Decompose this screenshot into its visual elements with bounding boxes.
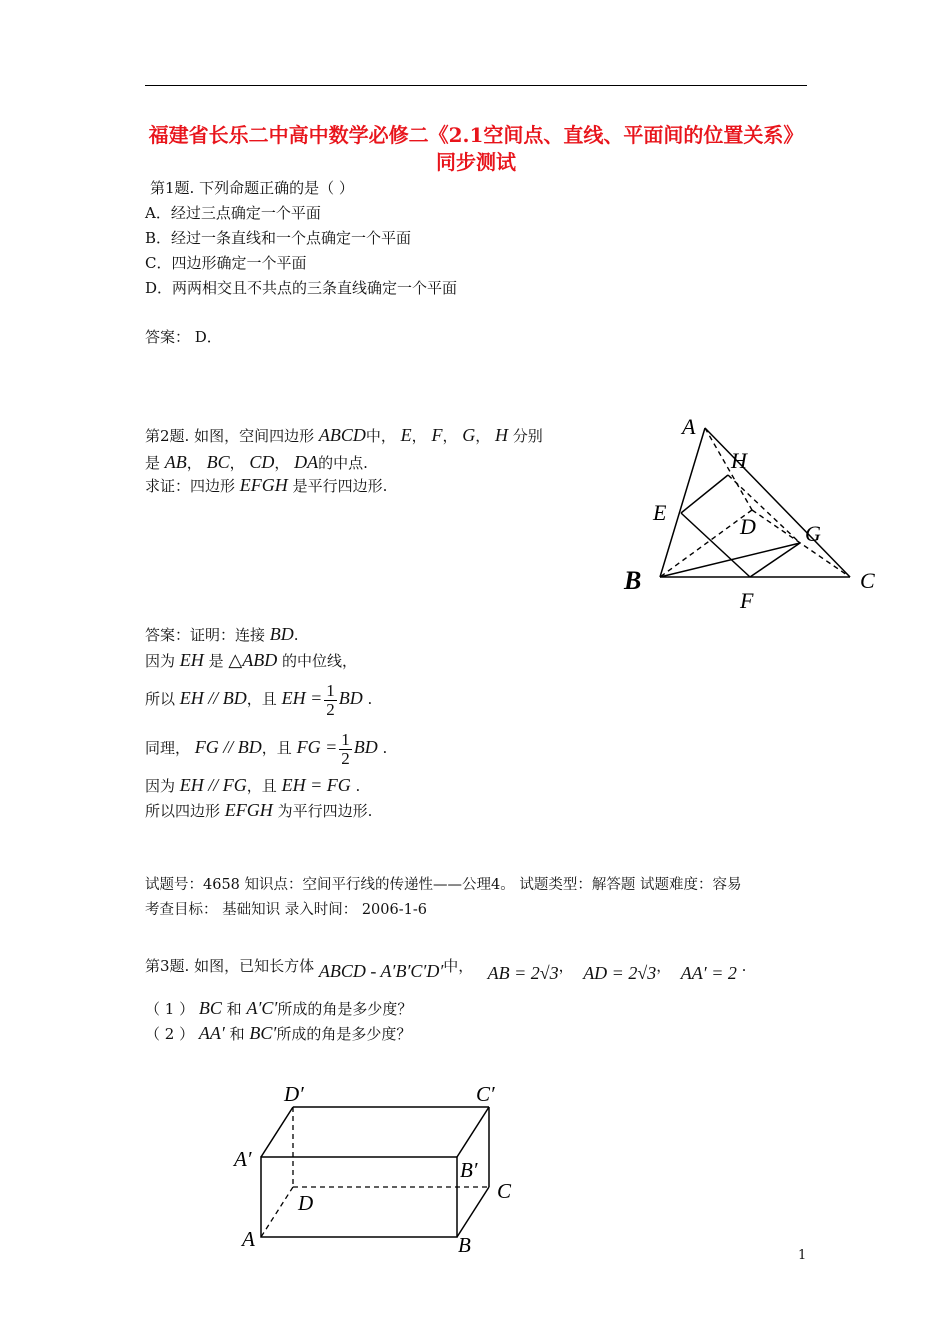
proof-l4-math2: FG =: [296, 737, 338, 757]
q1-option-a: A．经过三点确定一个平面: [145, 204, 321, 222]
proof-l2-math1: EH: [179, 650, 204, 670]
q3-sub1-math1: BC: [198, 998, 222, 1018]
tetrahedron-figure: [615, 405, 895, 620]
q2-line2-prefix: 是: [145, 454, 161, 472]
q2-prove-shape: EFGH: [239, 475, 288, 495]
q3-stem: 第3题. 如图，已知长方体 ABCD - A′B′C′D′中， AB = 2√3， AD = 2√3， AA′ = 2 .: [145, 957, 747, 983]
proof-l5-b: ，且: [246, 777, 277, 795]
proof-l2-b: 是: [208, 652, 224, 670]
q3-sub2-math2: BC′: [249, 1023, 277, 1043]
label-b1: B′: [460, 1158, 478, 1182]
label-c1: C′: [476, 1082, 495, 1106]
q2-seg-da: DA: [294, 452, 319, 472]
label-d1: D′: [284, 1082, 304, 1106]
q3-cond-ab: AB = 2√3: [487, 963, 559, 983]
q2-line2-suffix: 的中点.: [318, 454, 368, 472]
proof-l4-frac-d: 2: [341, 748, 350, 768]
q2-stem: 第2题. 如图，空间四边形 ABCD中， E， F， G， H 分别: [145, 425, 543, 445]
q2-proof-l1: 答案：证明：连接 BD.: [145, 624, 299, 644]
q3-solid: ABCD - A′B′C′D′: [318, 961, 444, 981]
q2-proof-l6: [145, 800, 372, 821]
proof-l4-a: 同理，: [145, 739, 191, 757]
q3-stem-prefix: 第3题. 如图，已知长方体: [145, 957, 315, 975]
q3-stem-mid: 中，: [443, 957, 474, 975]
q3-sub1-tail: 所成的角是多少度？: [277, 1000, 413, 1018]
q1-option-b: B．经过一条直线和一个点确定一个平面: [145, 229, 412, 247]
q3-sub1-math2: A′C′: [246, 998, 278, 1018]
proof-l2-c: 的中位线，: [282, 652, 358, 670]
q3-cond-ad: AD = 2√3: [583, 963, 657, 983]
q1-stem: 第1题. 下列命题正确的是（ ）: [150, 179, 354, 197]
proof-l3-math2: EH =: [281, 688, 323, 708]
q2-stem-mid: 中，: [365, 427, 396, 445]
q2-stem-prefix: 第2题. 如图，空间四边形: [145, 427, 315, 445]
q1-answer: 答案： D．: [145, 328, 222, 346]
label-g: G: [805, 521, 821, 546]
header-rule: [145, 85, 807, 86]
q2-line2: 是 AB， BC， CD， DA的中点.: [145, 452, 368, 472]
proof-l4-math3: BD: [353, 737, 378, 757]
q3-sub2: [145, 1023, 411, 1044]
proof-l5-a: 因为: [145, 777, 176, 795]
q3-sub1: [145, 998, 412, 1019]
proof-l5-math1: EH // FG: [179, 775, 247, 795]
page-number: 1: [798, 1248, 807, 1263]
proof-l3-math1: EH // BD: [179, 688, 247, 708]
q2-seg-bc: BC: [206, 452, 230, 472]
label-c: C: [497, 1179, 512, 1203]
label-d: D: [740, 514, 756, 539]
label-c: C: [860, 568, 875, 593]
label-a1: A′: [234, 1147, 252, 1171]
label-a: A: [682, 414, 696, 439]
q2-stem-fenbie: 分别: [512, 427, 543, 445]
proof-l3-b: ，且: [246, 690, 277, 708]
q3-sub2-tail: 所成的角是多少度？: [276, 1025, 412, 1043]
proof-l1-math: BD: [269, 624, 294, 644]
q2-seg-ab: AB: [164, 452, 187, 472]
q2-point-e: E: [400, 425, 412, 445]
proof-l3-fraction: [324, 682, 337, 719]
q1-option-c: C．四边形确定一个平面: [145, 254, 307, 272]
q2-quad: ABCD: [318, 425, 366, 445]
label-d: D: [298, 1191, 314, 1215]
q2-seg-cd: CD: [249, 452, 275, 472]
q2-proof-l4: 同理， FG // BD，且 FG = $\frac{1}{2}$ BD .: [145, 729, 388, 768]
proof-l4-math1: FG // BD: [194, 737, 262, 757]
label-h: H: [731, 448, 747, 473]
label-a: A: [242, 1227, 255, 1251]
q2-prove-prefix: 求证：四边形: [145, 477, 236, 495]
q1-option-d: D．两两相交且不共点的三条直线确定一个平面: [145, 279, 458, 297]
q3-sub1-num: （ 1 ）: [145, 1000, 195, 1018]
label-f: F: [740, 588, 754, 613]
q2-point-g: G: [462, 425, 476, 445]
q3-sub2-math1: AA′: [198, 1023, 225, 1043]
label-b: B: [458, 1233, 471, 1257]
proof-l6-math: EFGH: [224, 800, 273, 820]
q2-point-f: F: [431, 425, 443, 445]
proof-l4-fraction: [339, 731, 352, 768]
proof-l2-math2: △ABD: [228, 650, 278, 670]
proof-l6-b: 为平行四边形.: [277, 802, 373, 820]
proof-l2-a: 因为: [145, 652, 176, 670]
q2-meta-line2: 考查目标： 基础知识 录入时间： 2006-1-6: [145, 902, 427, 918]
q2-prove-suffix: 是平行四边形.: [292, 477, 388, 495]
proof-l1-text: 答案：证明：连接: [145, 626, 266, 644]
proof-l3-frac-n: 1: [326, 680, 335, 700]
q2-prove: [145, 475, 387, 496]
proof-l6-a: 所以四边形: [145, 802, 221, 820]
q2-point-h: H: [495, 425, 509, 445]
proof-l4-frac-n: 1: [341, 729, 350, 749]
proof-l3-frac-d: 2: [326, 699, 335, 719]
q2-meta-line1: 试题号：4658 知识点：空间平行线的传递性——公理4。 试题类型：解答题 试题难度：容易: [145, 877, 742, 893]
document-title: 福建省长乐二中高中数学必修二《2.1空间点、直线、平面间的位置关系》同步测试: [148, 123, 804, 174]
q3-sub2-num: （ 2 ）: [145, 1025, 195, 1043]
q2-proof-l2: [145, 650, 357, 671]
label-b: B: [624, 566, 642, 595]
cuboid-figure: [225, 1075, 525, 1260]
q3-cond-aa1: AA′ = 2: [680, 963, 737, 983]
proof-l4-b: ，且: [261, 739, 292, 757]
q2-proof-l5: 因为 EH // FG，且 EH = FG .: [145, 775, 361, 795]
q3-sub1-and: 和: [226, 1000, 242, 1018]
q2-proof-l3: 所以 EH // BD，且 EH = $\frac{1}{2}$ BD .: [145, 680, 373, 719]
proof-l3-a: 所以: [145, 690, 176, 708]
proof-l5-math2: EH = FG: [281, 775, 351, 795]
proof-l3-math3: BD: [338, 688, 363, 708]
label-e: E: [653, 500, 667, 525]
q3-sub2-and: 和: [229, 1025, 245, 1043]
